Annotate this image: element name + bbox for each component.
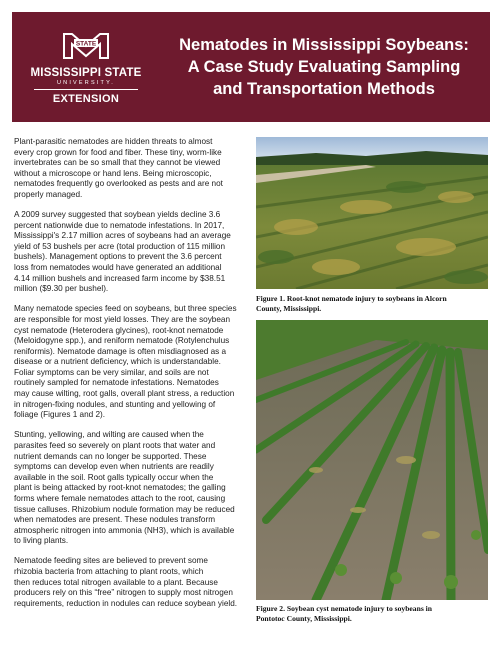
figure-2-photo <box>256 320 488 600</box>
title-line: and Transportation Methods <box>213 80 435 98</box>
logo-divider <box>34 89 138 90</box>
article-body <box>14 137 250 619</box>
paragraph: Many nematode species feed on soybeans, but three species are responsible for most yield losses. They are the soybean cyst nematode (Heterodera glycines), root-knot nematode (Meloidogyne spp.), and reniform nematode (Rotylenchulus reniformis). Nematode damage is often misdiagnosed as a disease or a nutrient deficiency, which is understandable. Foliar symptoms can be very similar, and soils are not routinely sampled for nematode infestations. Nematodes may cause wilting, root galls, overall plant stress, a reduction in nitrogen-fixing nodules, and stunting and yellowing of foliage (Figures 1 and 2). <box>14 304 237 420</box>
msu-m-logo-icon <box>62 30 110 60</box>
logo-mark-text: STATE <box>75 40 97 48</box>
paragraph: Plant-parasitic nematodes are hidden threats to almost every crop grown for food and fiber. These tiny, worm-like invertebrates can be so small that they cannot be viewed without a microscope or hand lens. Being microscopic, nematodes frequently go overlooked as pests and are not properly managed. <box>14 137 223 199</box>
paragraph: Nematode feeding sites are believed to prevent some rhizobia bacteria from attaching to plant roots, which then reduces total nitrogen available to a plant. Because producers rely on this “free” nitrogen to supply most nitrogen requirements, reduction in nodules can reduce soybean yield. <box>14 556 238 608</box>
figure-1-photo <box>256 137 488 289</box>
figure-1-caption: Figure 1. Root-knot nematode injury to soybeans in Alcorn County, Mississippi. <box>256 294 447 313</box>
figure-2-caption: Figure 2. Soybean cyst nematode injury to soybeans in Pontotoc County, Mississippi. <box>256 604 433 623</box>
title-line: A Case Study Evaluating Sampling <box>187 58 461 76</box>
msu-extension-logo[interactable] <box>26 30 146 105</box>
logo-extension: EXTENSION <box>52 93 120 105</box>
paragraph: Stunting, yellowing, and wilting are caused when the parasites feed so severely on plant roots that water and nutrient demands can no longer be supported. These symptoms can develop even when nutrients are readily available in the soil. Root galls typically occur when the plant is being attacked by root-knot nematodes; the galling forms where female nematodes attach to the root, causing tissue calluses. Rhizobium nodule formation may be reduced when nematodes are present. These nodules transform atmospheric nitrogen into ammonia (NH3), which is available to living plants. <box>14 430 235 546</box>
page-title <box>160 34 488 100</box>
logo-sub: UNIVERSITY. <box>56 80 116 86</box>
logo-name: MISSISSIPPI STATE <box>30 67 142 79</box>
title-line: Nematodes in Mississippi Soybeans: <box>179 36 469 54</box>
header-banner <box>12 12 490 122</box>
paragraph: A 2009 survey suggested that soybean yields decline 3.6 percent nationwide due to nematode infestations. In 2017, Mississippi's 2.17 million acres of soybeans had an average yield of 53 bushels per acre (total production of 115 million bushels). Management options to prevent the 3.6 percent loss from nematodes would have generated an additional 4.14 million bushels and increased farm income by $38.51 million ($9.30 per bushel). <box>14 210 231 294</box>
